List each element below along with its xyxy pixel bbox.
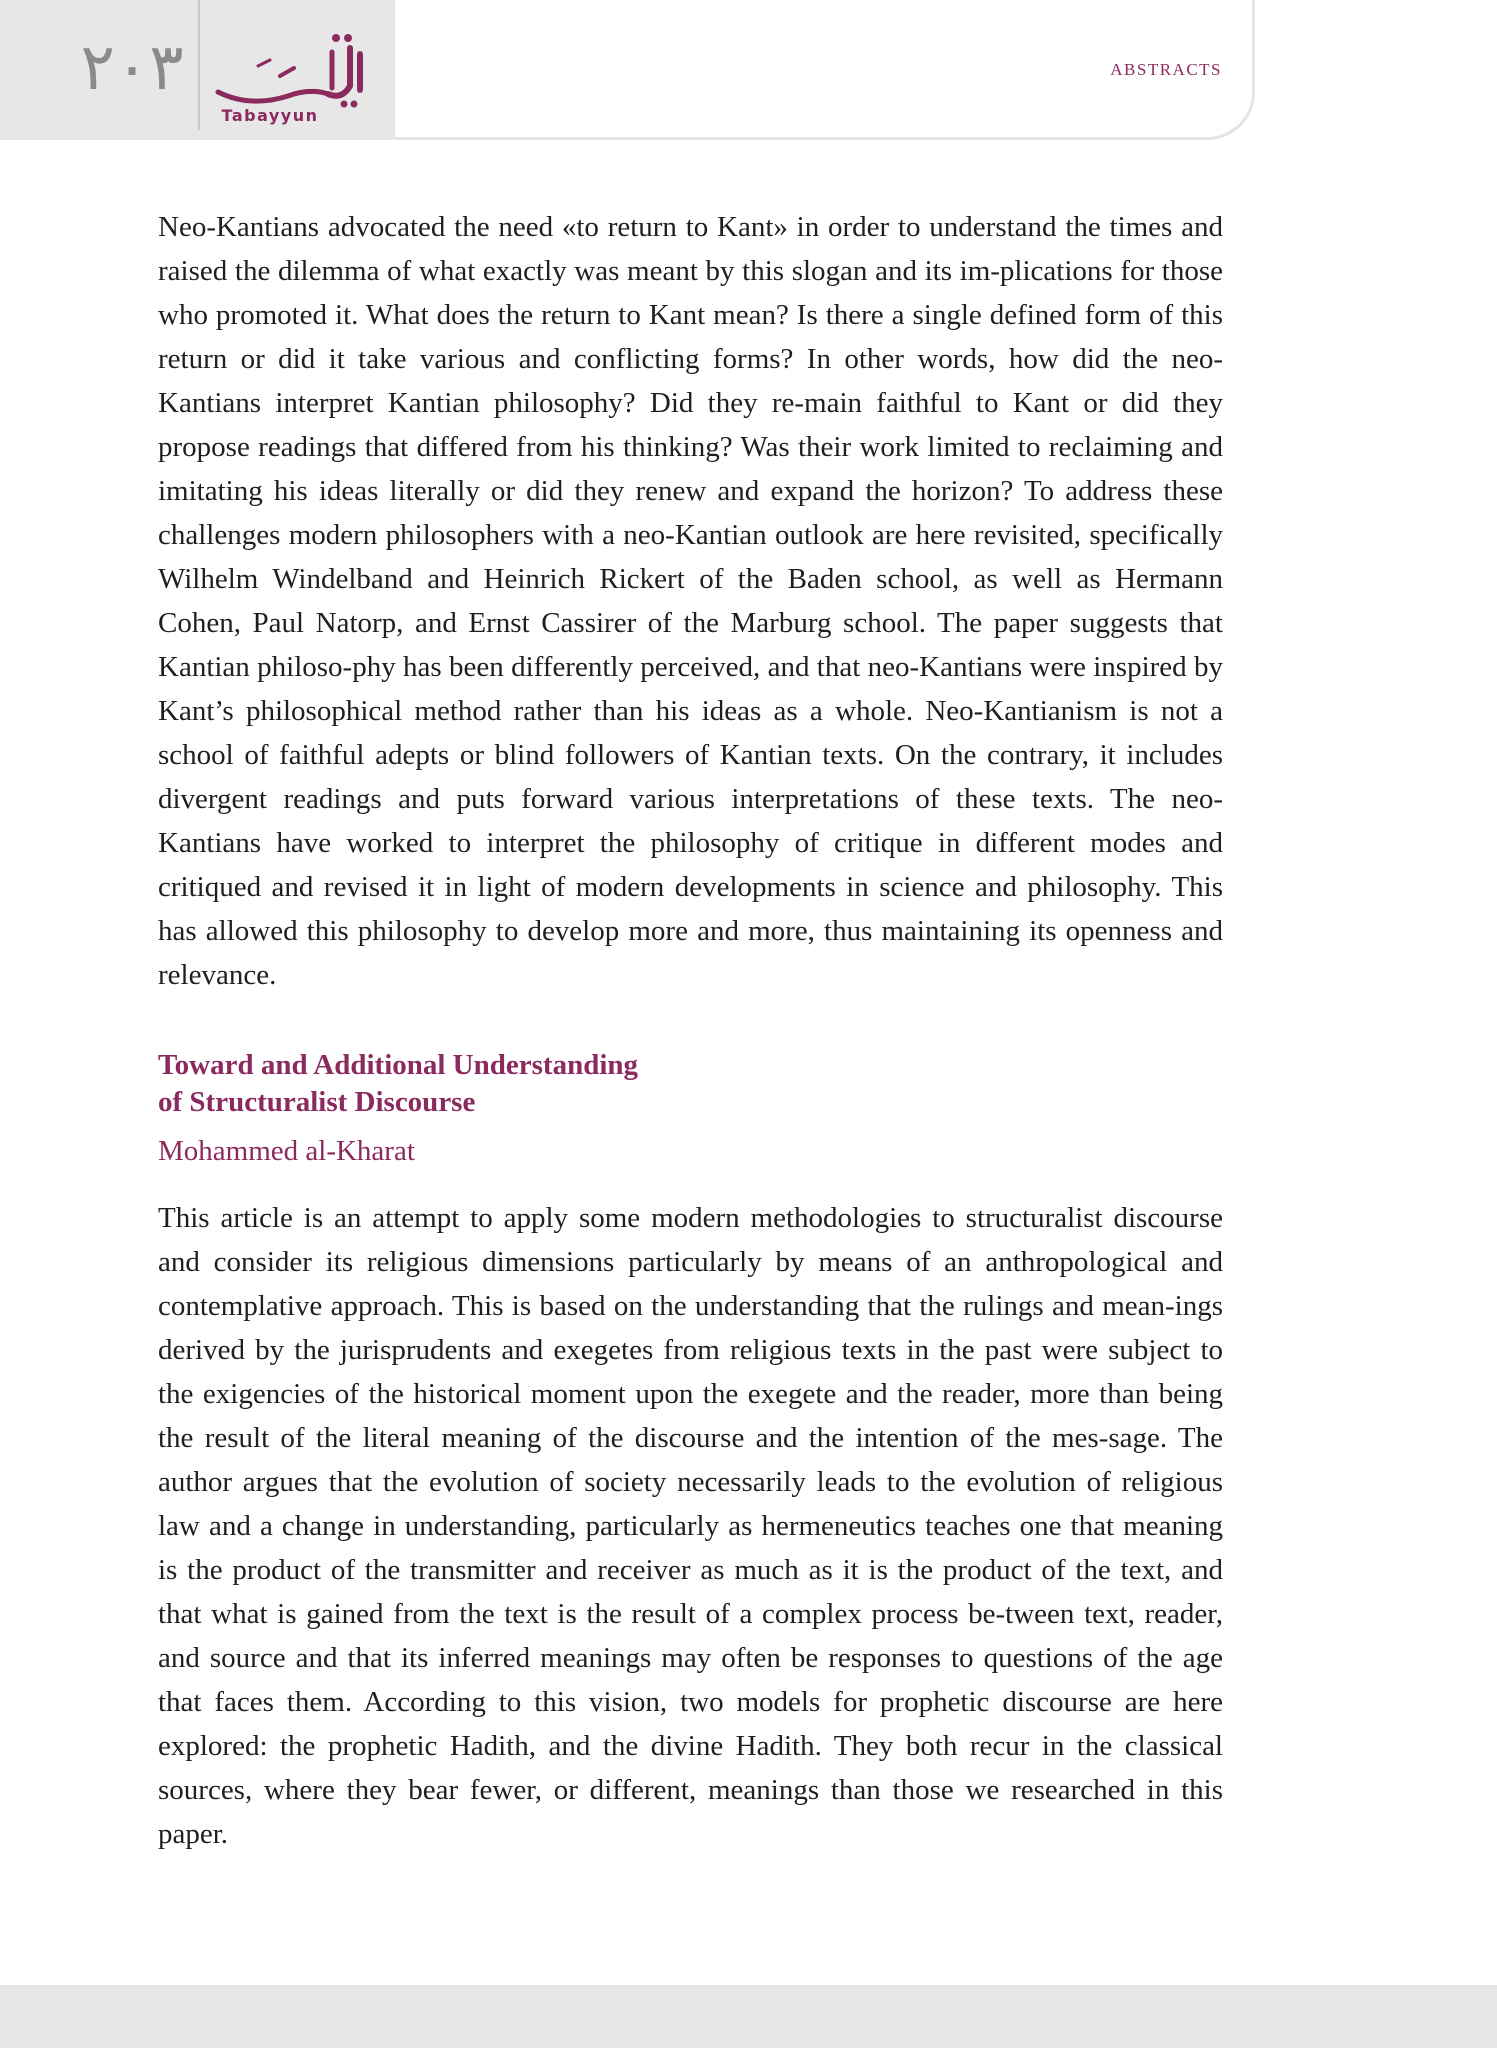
page-content <box>158 205 1223 1856</box>
section-label: ABSTRACTS <box>1110 60 1222 79</box>
logo-arabic-text: تبيّن <box>210 30 212 31</box>
logo-wordmark: Tabayyun <box>221 106 319 125</box>
article-title-line: Toward and Additional Understanding <box>158 1049 639 1081</box>
article-author: Mohammed al-Kharat <box>158 1135 415 1167</box>
footer-band <box>0 1985 1497 2048</box>
article-title <box>158 1047 1223 1121</box>
page-number: ٢٠٣ <box>80 31 184 105</box>
journal-logo <box>210 30 370 130</box>
header-divider <box>198 0 200 130</box>
abstract-paragraph: This article is an attempt to apply some modern methodologies to structuralist discourse and consider its religious dimensions particularly by means of an anthropological and contemplative approach. This is based on the understanding that the rulings and mean-ings derived by the jurisprudents and exegetes from religious texts in the past were subject to the exigencies of the historical moment upon the exegete and the reader, more than being the result of the literal meaning of the discourse and the intention of the mes-sage. The author argues that the evolution of society necessarily leads to the evolution of religious law and a change in understanding, particularly as hermeneutics teaches one that meaning is the product of the transmitter and receiver as much as it is the product of the text, and that what is gained from the text is the result of a complex process be-tween text, reader, and source and that its inferred meanings may often be responses to questions of the age that faces them. According to this vision, two models for prophetic discourse are here explored: the prophetic Hadith, and the divine Hadith. They both recur in the classical sources, where they bear fewer, or different, meanings than those we researched in this paper. <box>158 1202 1223 1850</box>
article-title-line: of Structuralist Discourse <box>158 1086 476 1118</box>
abstract-paragraph: Neo-Kantians advocated the need «to return to Kant» in order to understand the times and raised the dilemma of what exactly was meant by this slogan and its im-plications for those who promoted it. What does the return to Kant mean? Is there a single defined form of this return or did it take various and conflicting forms? In other words, how did the neo-Kantians interpret Kantian philosophy? Did they re-main faithful to Kant or did they propose readings that differed from his thinking? Was their work limited to reclaiming and imitating his ideas literally or did they renew and expand the horizon? To address these challenges modern philosophers with a neo-Kantian outlook are here revisited, specifically Wilhelm Windelband and Heinrich Rickert of the Baden school, as well as Hermann Cohen, Paul Natorp, and Ernst Cassirer of the Marburg school. The paper suggests that Kantian philoso-phy has been differently perceived, and that neo-Kantians were inspired by Kant’s philosophical method rather than his ideas as a whole. Neo-Kantianism is not a school of faithful adepts or blind followers of Kantian texts. On the contrary, it includes divergent readings and puts forward various interpretations of these texts. The neo-Kantians have worked to interpret the philosophy of critique in different modes and critiqued and revised it in light of modern developments in science and philosophy. This has allowed this philosophy to develop more and more, thus maintaining its openness and relevance. <box>158 211 1223 991</box>
logo-calligraphy <box>210 30 370 110</box>
